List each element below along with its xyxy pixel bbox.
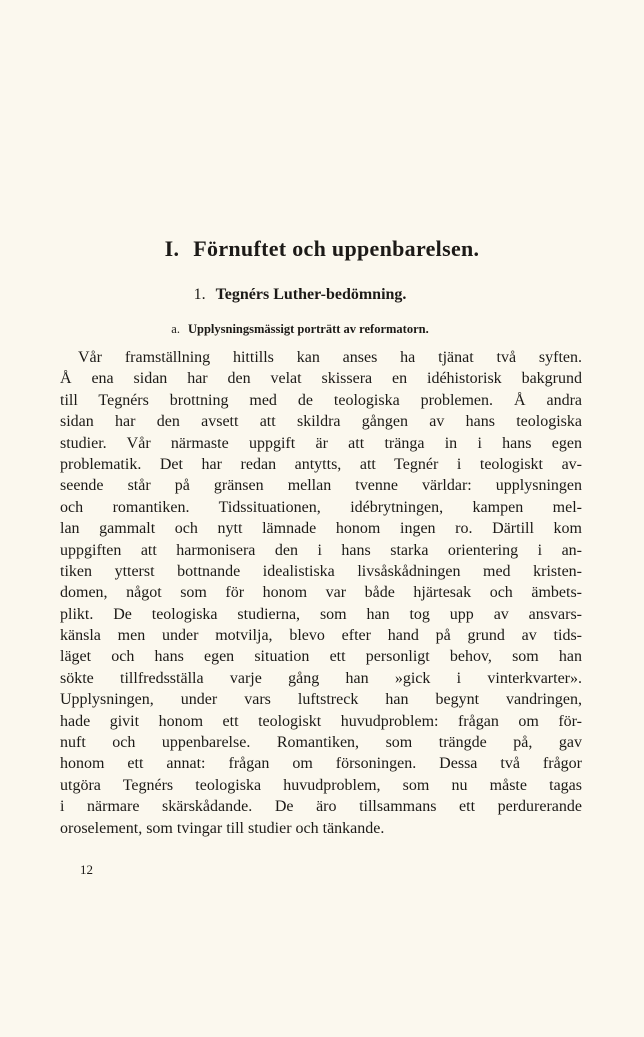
text-line: till Tegnérs brottning med de teologiska problemen. Å andra [60,391,582,409]
text-line: oroselement, som tvingar till studier och tänkande. [60,819,385,837]
text-line: läget och hans egen situation ett personligt behov, som han [60,648,582,666]
subsection-heading [0,322,600,337]
section-heading [0,286,600,304]
text-line: Å ena sidan har den velat skissera en idéhistorisk bakgrund [60,370,582,388]
text-line: nuft och uppenbarelse. Romantiken, som trängde på, gav [60,734,582,752]
text-line: Upplysningen, under vars luftstreck han begynt vandringen, [60,691,582,709]
chapter-title: Förnuftet och uppenbarelsen. [193,236,480,261]
chapter-heading [0,236,644,262]
text-line: lan gammalt och nytt lämnade honom ingen ro. Därtill kom [60,520,582,538]
text-line: utgöra Tegnérs teologiska huvudproblem, som nu måste tagas [60,776,582,794]
text-line: i närmare skärskådande. De äro tillsammans ett perdurerande [60,798,582,816]
section-title: Tegnérs Luther-bedömning. [215,286,407,303]
text-line: Vår framställning hittills kan anses ha tjänat två syften. [78,349,582,366]
subsection-number: a. [171,322,180,336]
body-paragraph [60,347,582,839]
subsection-title: Upplysningsmässigt porträtt av reformatorn. [187,322,429,336]
text-line: känsla men under motvilja, blevo efter hand på grund av tids- [60,627,582,645]
text-line: sökte tillfredsställa varje gång han »gick i vinterkvarter». [60,669,582,687]
chapter-number: I. [164,236,180,261]
text-line: hade givit honom ett teologiskt huvudproblem: frågan om för- [60,712,582,730]
text-line: uppgiften att harmonisera den i hans starka orientering i an- [60,541,582,559]
text-line: tiken ytterst bottnande idealistiska livsåskådningen med kristen- [60,562,582,580]
section-number: 1. [193,286,206,303]
text-line: studier. Vår närmaste uppgift är att tränga in i hans egen [60,434,582,452]
text-line: honom ett annat: frågan om försoningen. Dessa två frågor [60,755,582,773]
text-line: domen, något som för honom var både hjärtesak och ämbets- [60,584,582,602]
text-line: sidan har den avsett att skildra gången av hans teologiska [60,413,582,431]
page-number: 12 [80,862,93,877]
text-line: seende står på gränsen mellan tvenne världar: upplysningen [60,477,582,495]
text-line: problematik. Det har redan antytts, att Tegnér i teologiskt av- [60,455,582,473]
text-line: och romantiken. Tidssituationen, idébrytningen, kampen mel- [60,498,582,516]
text-line: plikt. De teologiska studierna, som han tog upp av ansvars- [60,605,582,623]
